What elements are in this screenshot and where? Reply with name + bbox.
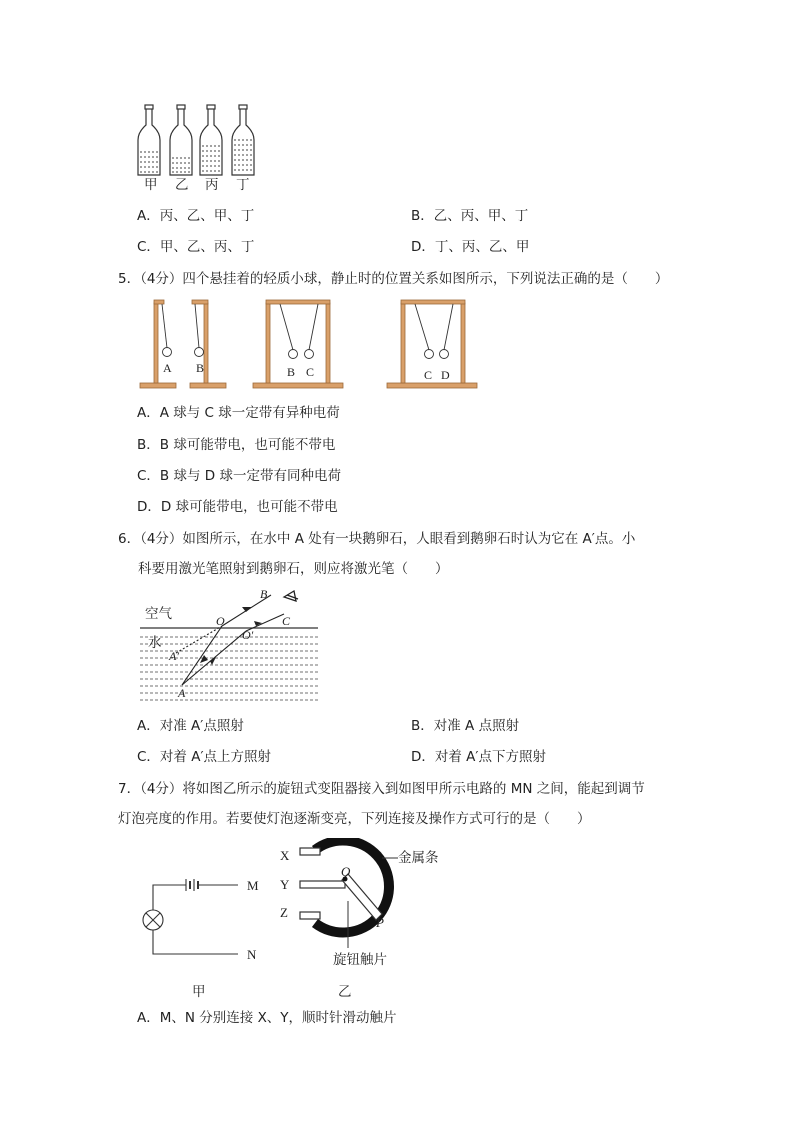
eye-icon <box>284 591 298 601</box>
q5-option-d[interactable]: D．D 球可能带电，也可能不带电 <box>137 499 338 515</box>
ball-label-b-2: B <box>287 365 296 379</box>
q4-option-a[interactable]: A．丙、乙、甲、丁 <box>137 208 255 224</box>
q7-label-z: Z <box>280 905 288 920</box>
ball-b-2 <box>289 350 298 359</box>
q6-label-b: B <box>260 587 268 601</box>
q6-option-d[interactable]: D．对着 A′点下方照射 <box>411 749 546 765</box>
bottle-ding <box>232 105 254 175</box>
q7-stem-line1: 7．（4分）将如图乙所示的旋钮式变阻器接入到如图甲所示电路的 MN 之间，能起到调节 <box>118 781 645 797</box>
q6-label-o-prime: O′ <box>242 628 254 642</box>
q7-option-a[interactable]: A．M、N 分别连接 X、Y，顺时针滑动触片 <box>137 1010 397 1026</box>
q5-stem: 5．（4分）四个悬挂着的轻质小球，静止时的位置关系如图所示，下列说法正确的是（ ） <box>118 271 669 287</box>
ball-a <box>163 348 172 357</box>
q5-option-b[interactable]: B．B 球可能带电，也可能不带电 <box>137 437 336 453</box>
q4-option-b[interactable]: B．乙、丙、甲、丁 <box>411 208 529 224</box>
bottle-label-jia: 甲 <box>144 177 158 193</box>
bottle-jia <box>138 105 160 175</box>
q7-label-y: Y <box>280 877 290 892</box>
ball-label-a: A <box>163 361 172 375</box>
q7-label-n: N <box>247 947 257 962</box>
bottle-label-bing: 丙 <box>205 177 219 193</box>
q6-air-label: 空气 <box>145 606 172 622</box>
bottle-label-ding: 丁 <box>236 177 250 193</box>
q6-label-c: C <box>282 614 291 628</box>
q7-knob-contact-label: 旋钮触片 <box>333 952 387 968</box>
q7-label-o: O <box>341 864 351 879</box>
ball-c <box>305 350 314 359</box>
terminal-z <box>300 912 320 919</box>
ball-label-c: C <box>306 365 315 379</box>
q7-label-m: M <box>247 878 259 893</box>
q7-circuit-jia <box>138 870 248 965</box>
q4-option-c[interactable]: C．甲、乙、丙、丁 <box>137 239 255 255</box>
bottle-yi <box>170 105 192 175</box>
q6-option-c[interactable]: C．对着 A′点上方照射 <box>137 749 272 765</box>
terminal-y <box>300 881 345 888</box>
q6-option-b[interactable]: B．对准 A 点照射 <box>411 718 520 734</box>
q4-option-d[interactable]: D．丁、丙、乙、甲 <box>411 239 530 255</box>
q7-stem-line2: 灯泡亮度的作用。若要使灯泡逐渐变亮，下列连接及操作方式可行的是（ ） <box>118 811 591 827</box>
q6-label-a-prime: A′ <box>169 649 179 663</box>
ball-c-2 <box>425 350 434 359</box>
q6-label-o: O <box>216 614 225 628</box>
ball-d <box>440 350 449 359</box>
q6-stem-line1: 6．（4分）如图所示，在水中 A 处有一块鹅卵石，人眼看到鹅卵石时认为它在 A′点。小 <box>118 531 636 547</box>
q7-label-x: X <box>280 848 290 863</box>
q7-caption-yi: 乙 <box>338 984 352 1000</box>
q5-option-c[interactable]: C．B 球与 D 球一定带有同种电荷 <box>137 468 341 484</box>
ball-label-d: D <box>441 368 450 382</box>
ball-label-c-2: C <box>424 368 433 382</box>
q5-option-a[interactable]: A．A 球与 C 球一定带有异种电荷 <box>137 405 340 421</box>
q6-option-a[interactable]: A．对准 A′点照射 <box>137 718 244 734</box>
ball-label-b: B <box>196 361 205 375</box>
q6-stem-line2: 科要用激光笔照射到鹅卵石，则应将激光笔（ ） <box>138 561 449 577</box>
q7-metal-strip-label: 金属条 <box>398 850 439 866</box>
q6-water-label: 水 <box>148 635 162 651</box>
q7-caption-jia: 甲 <box>192 984 206 1000</box>
bottle-label-yi: 乙 <box>175 177 189 193</box>
q7-label-p: P <box>376 915 384 930</box>
q6-label-a: A <box>178 686 186 700</box>
ball-b <box>195 348 204 357</box>
q6-refraction-figure <box>138 585 323 707</box>
bottle-bing <box>200 105 222 175</box>
terminal-x <box>300 848 320 855</box>
